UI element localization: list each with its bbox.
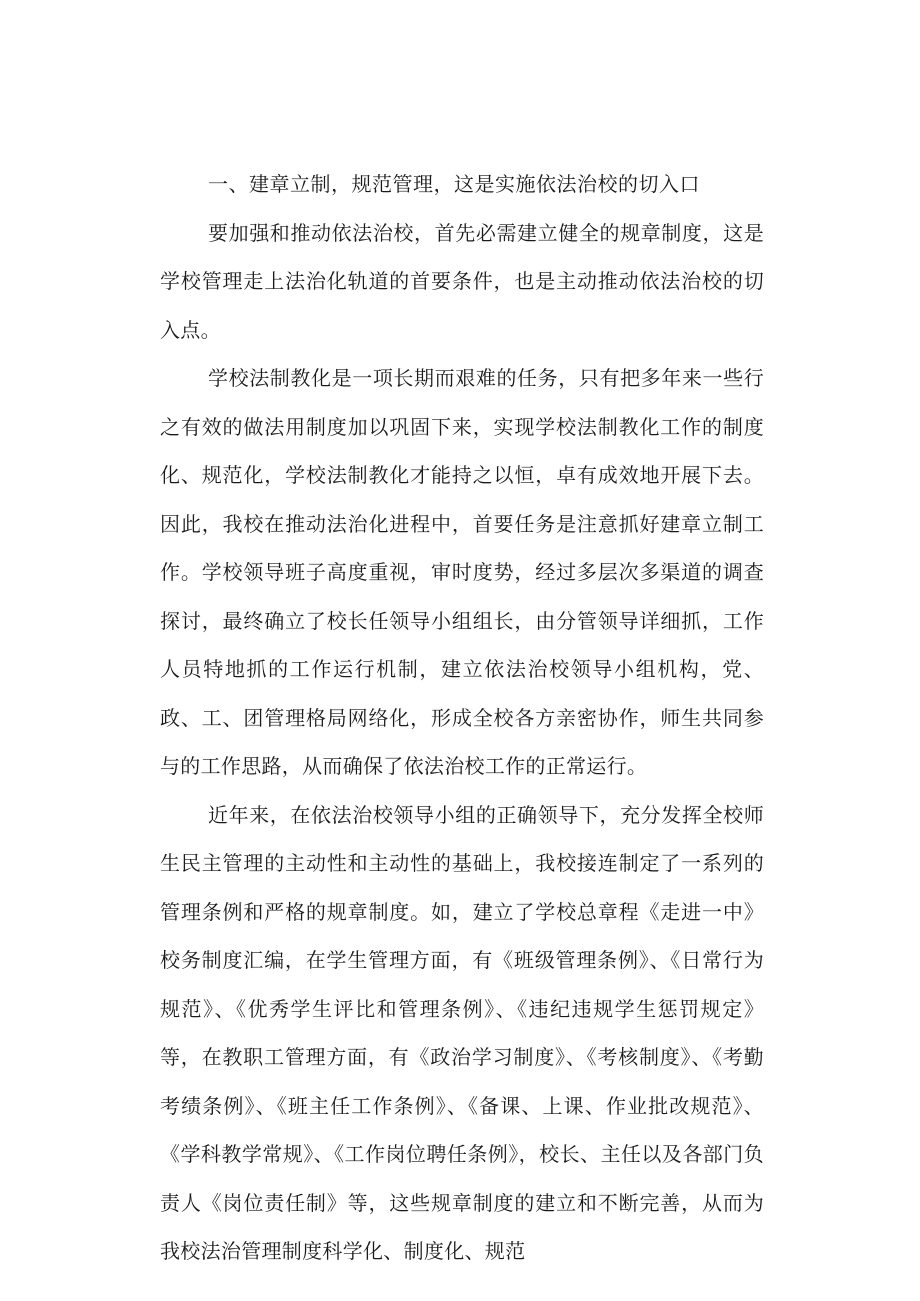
document-body — [160, 160, 764, 1276]
section-heading: 一、建章立制，规范管理，这是实施依法治校的切入口 — [208, 172, 700, 196]
paragraph-legal-education: 学校法制教化是一项长期而艰难的任务，只有把多年来一些行之有效的做法用制度加以巩固下来，实现学校法制教化工作的制度化、规范化，学校法制教化才能持之以恒，卓有成效地开展下去。因此，我校在推动法治化进程中，首要任务是注意抓好建章立制工作。学校领导班子高度重视，审时度势，经过多层次多渠道的调查探讨，最终确立了校长任领导小组组长，由分管领导详细抓，工作人员特地抓的工作运行机制，建立依法治校领导小组机构，党、政、工、团管理格局网络化，形成全校各方亲密协作，师生共同参与的工作思路，从而确保了依法治校工作的正常运行。 — [160, 366, 764, 778]
paragraph-regulations: 近年来，在依法治校领导小组的正确领导下，充分发挥全校师生民主管理的主动性和主动性的基础上，我校接连制定了一系列的管理条例和严格的规章制度。如，建立了学校总章程《走进一中》校务制度汇编，在学生管理方面，有《班级管理条例》、《日常行为规范》、《优秀学生评比和管理条例》、《违纪违规学生惩罚规定》等，在教职工管理方面，有《政治学习制度》、《考核制度》、《考勤考绩条例》、《班主任工作条例》、《备课、上课、作业批改规范》、《学科教学常规》、《工作岗位聘任条例》，校长、主任以及各部门负责人《岗位责任制》等，这些规章制度的建立和不断完善，从而为我校法治管理制度科学化、制度化、规范 — [160, 802, 764, 1263]
paragraph-intro: 要加强和推动依法治校，首先必需建立健全的规章制度，这是学校管理走上法治化轨道的首要条件，也是主动推动依法治校的切入点。 — [160, 220, 764, 342]
